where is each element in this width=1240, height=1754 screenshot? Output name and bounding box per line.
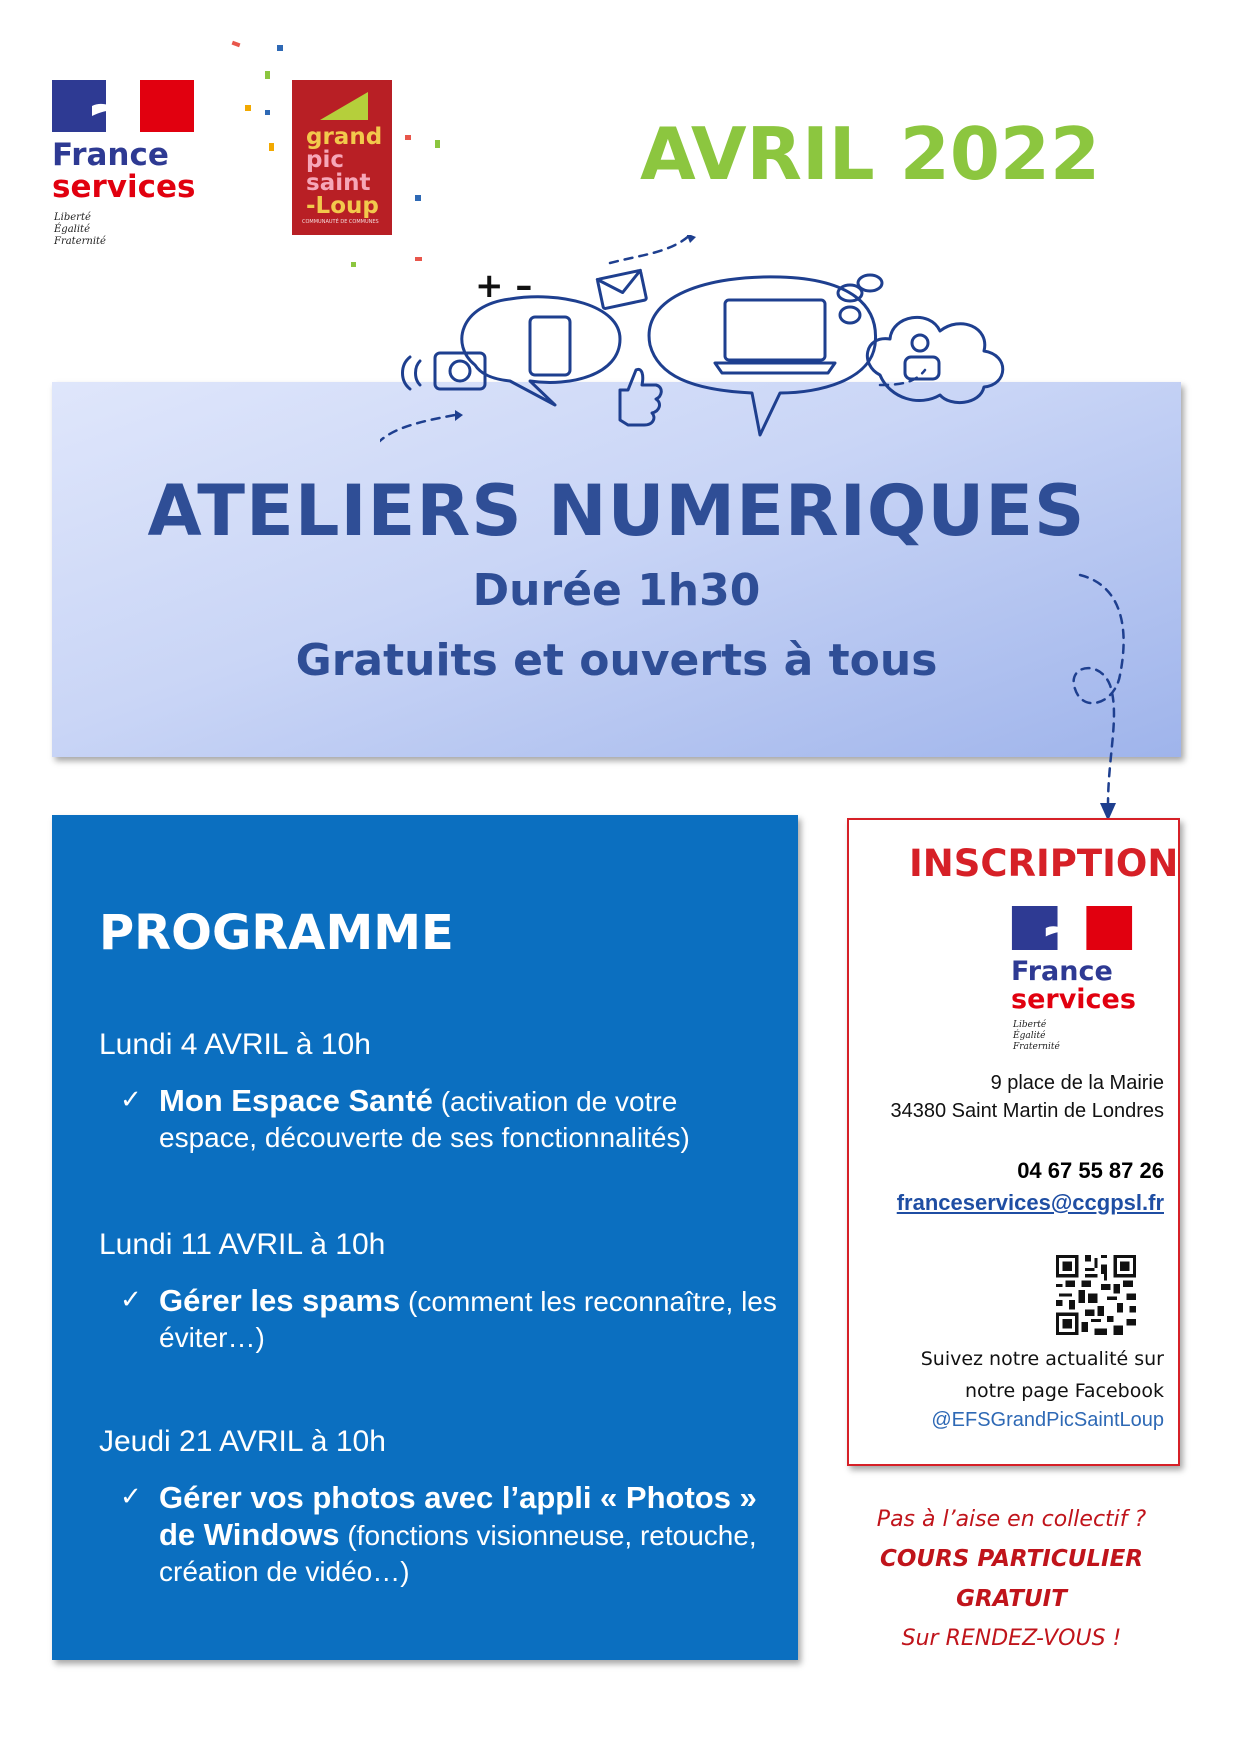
marianne-flag-icon bbox=[1011, 906, 1133, 950]
gpsl-line-saint: saint bbox=[306, 170, 371, 196]
email-link[interactable]: franceservices@ccgpsl.fr bbox=[896, 1190, 1164, 1215]
cloud-chat-icon bbox=[867, 317, 1002, 402]
follow-line-2: notre page Facebook bbox=[964, 1380, 1164, 1402]
session-3-detail: (fonctions visionneuse, retouche, création de vidéo…) bbox=[159, 1520, 757, 1587]
promo-line-4: Sur RENDEZ-VOUS ! bbox=[901, 1626, 1122, 1651]
inscription-panel bbox=[847, 818, 1180, 1466]
session-2-detail: (comment les reconnaître, les éviter…) bbox=[159, 1286, 777, 1353]
services-word: services bbox=[52, 169, 196, 205]
services-word: services bbox=[1011, 984, 1136, 1015]
checkmark-icon: ✓ bbox=[120, 1482, 142, 1512]
promo-line-2: COURS PARTICULIER bbox=[879, 1546, 1144, 1572]
address-line-1: 9 place de la Mairie bbox=[990, 1072, 1164, 1094]
mountain-icon bbox=[320, 92, 380, 122]
month-title: AVRIL 2022 bbox=[640, 112, 1101, 196]
programme-panel bbox=[52, 815, 798, 1660]
gpsl-line-grand: grand bbox=[306, 124, 383, 150]
motto-fraternite: Fraternité bbox=[54, 236, 106, 247]
plus-minus-symbols: + – bbox=[475, 266, 533, 306]
france-services-logo-small bbox=[1011, 906, 1141, 1056]
grand-pic-saint-loup-logo bbox=[292, 80, 392, 235]
session-3-item bbox=[120, 1480, 780, 1590]
session-3-date: Jeudi 21 AVRIL à 10h bbox=[99, 1425, 386, 1458]
promo-line-3: GRATUIT bbox=[956, 1586, 1067, 1612]
session-3-topic: Gérer vos photos avec l’appli « Photos » de Windows bbox=[159, 1480, 757, 1552]
tablet-bubble-icon bbox=[462, 297, 620, 405]
follow-line-1: Suivez notre actualité sur bbox=[920, 1348, 1164, 1370]
inscription-title: INSCRIPTION bbox=[909, 842, 1179, 885]
curly-arrow-icon bbox=[1060, 565, 1140, 830]
free-text: Gratuits et ouverts à tous bbox=[295, 635, 938, 686]
envelope-icon bbox=[597, 270, 646, 308]
promo-line-1: Pas à l’aise en collectif ? bbox=[876, 1507, 1147, 1532]
checkmark-icon: ✓ bbox=[120, 1085, 142, 1115]
motto-egalite: Égalité bbox=[1013, 1031, 1046, 1041]
session-1-detail: (activation de votre espace, découverte de ses fonctionnalités) bbox=[159, 1086, 690, 1153]
session-2-item bbox=[120, 1283, 780, 1356]
programme-title: PROGRAMME bbox=[99, 905, 454, 961]
session-1-topic: Mon Espace Santé bbox=[159, 1083, 433, 1118]
facebook-handle-link[interactable]: @EFSGrandPicSaintLoup bbox=[931, 1409, 1164, 1431]
digital-doodles-illustration bbox=[380, 235, 1140, 475]
session-2-topic: Gérer les spams bbox=[159, 1283, 401, 1318]
motto-fraternite: Fraternité bbox=[1013, 1042, 1060, 1052]
thumbs-up-icon bbox=[620, 369, 661, 425]
motto-liberte: Liberté bbox=[1013, 1020, 1047, 1030]
france-services-logo bbox=[52, 80, 212, 260]
duration-text: Durée 1h30 bbox=[472, 565, 761, 616]
motto-liberte: Liberté bbox=[54, 212, 91, 223]
session-1-date: Lundi 4 AVRIL à 10h bbox=[99, 1028, 371, 1061]
marianne-flag-icon bbox=[52, 80, 194, 132]
gpsl-subtitle: COMMUNAUTÉ DE COMMUNES bbox=[302, 219, 379, 225]
qr-code-icon[interactable] bbox=[1056, 1255, 1136, 1335]
address-line-2: 34380 Saint Martin de Londres bbox=[890, 1100, 1164, 1122]
motto-egalite: Égalité bbox=[54, 224, 90, 235]
gpsl-line-pic: pic bbox=[306, 147, 344, 173]
camera-icon bbox=[435, 353, 485, 389]
session-2-date: Lundi 11 AVRIL à 10h bbox=[99, 1228, 386, 1261]
checkmark-icon: ✓ bbox=[120, 1285, 142, 1315]
session-1-item bbox=[120, 1083, 780, 1156]
phone-number: 04 67 55 87 26 bbox=[1017, 1158, 1164, 1183]
banner-title: ATELIERS NUMERIQUES bbox=[147, 470, 1086, 552]
gpsl-line-loup: -Loup bbox=[306, 193, 379, 219]
france-word: France bbox=[52, 137, 169, 173]
france-word: France bbox=[1011, 956, 1113, 987]
